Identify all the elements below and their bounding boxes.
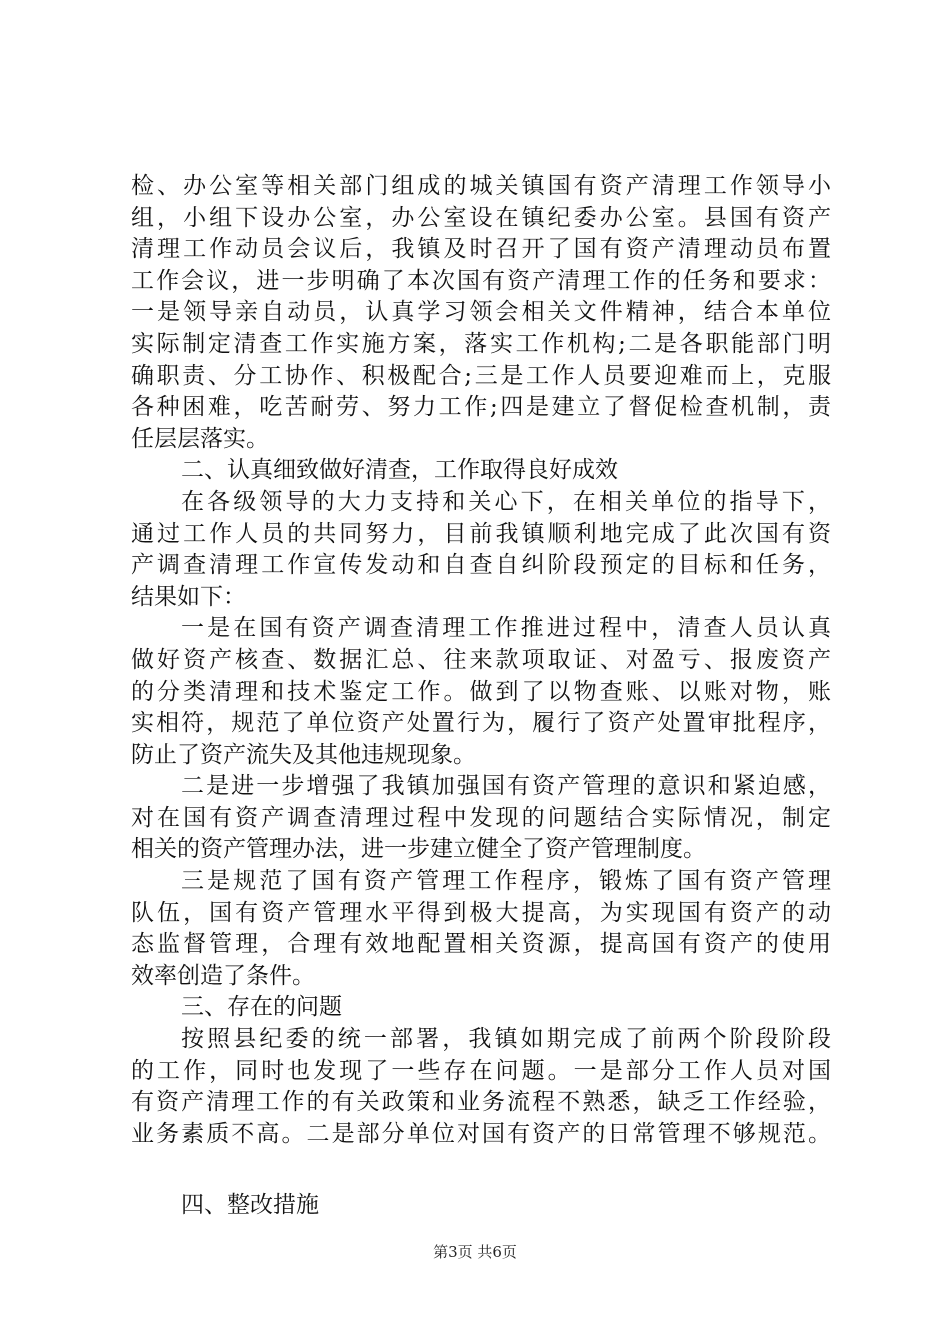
text-line: 一是在国有资产调查清理工作推进过程中，清查人员认真 (181, 615, 831, 642)
text-line: 业务素质不高。二是部分单位对国有资产的日常管理不够规范。 (131, 1120, 831, 1147)
text-line: 结果如下： (131, 583, 246, 610)
text-line: 效率创造了条件。 (131, 962, 315, 989)
text-line: 检、办公室等相关部门组成的城关镇国有资产清理工作领导小 (131, 173, 831, 199)
body-text (131, 171, 831, 1150)
text-line: 确职责、分工协作、积极配合;三是工作人员要迎难而上，克服 (131, 362, 831, 389)
text-line: 相关的资产管理办法，进一步建立健全了资产管理制度。 (131, 836, 706, 863)
text-line: 产调查清理工作宣传发动和自查自纠阶段预定的目标和任务， (131, 552, 831, 579)
text-line: 态监督管理，合理有效地配置相关资源，提高国有资产的使用 (131, 931, 831, 958)
text-line: 各种困难，吃苦耐劳、努力工作;四是建立了督促检查机制，责 (131, 394, 831, 421)
text-line: 实相符，规范了单位资产处置行为，履行了资产处置审批程序， (131, 710, 831, 737)
text-line: 做好资产核查、数据汇总、往来款项取证、对盈亏、报废资产 (131, 646, 831, 673)
text-line: 按照县纪委的统一部署，我镇如期完成了前两个阶段阶段 (181, 1026, 831, 1053)
text-line: 组，小组下设办公室，办公室设在镇纪委办公室。县国有资产 (131, 204, 831, 231)
text-line: 二是进一步增强了我镇加强国有资产管理的意识和紧迫感， (181, 773, 831, 800)
text-line: 任层层落实。 (131, 425, 269, 452)
text-line: 三、存在的问题 (181, 994, 342, 1021)
paragraph-gap (131, 1150, 831, 1190)
text-line: 清理工作动员会议后，我镇及时召开了国有资产清理动员布置 (131, 236, 831, 263)
text-line: 实际制定清查工作实施方案，落实工作机构;二是各职能部门明 (131, 330, 831, 357)
text-line: 通过工作人员的共同努力，目前我镇顺利地完成了此次国有资 (131, 520, 831, 547)
text-line: 的分类清理和技术鉴定工作。做到了以物查账、以账对物，账 (131, 678, 831, 705)
text-line: 对在国有资产调查清理过程中发现的问题结合实际情况，制定 (131, 804, 831, 831)
text-line: 有资产清理工作的有关政策和业务流程不熟悉，缺乏工作经验， (131, 1089, 831, 1116)
text-line: 三是规范了国有资产管理工作程序，锻炼了国有资产管理 (181, 868, 831, 895)
section-heading: 四、整改措施 (181, 1192, 319, 1219)
page-footer: 第3页 共6页 (433, 1243, 517, 1261)
text-line: 在各级领导的大力支持和关心下，在相关单位的指导下， (181, 488, 831, 515)
text-line: 防止了资产流失及其他违规现象。 (131, 741, 476, 768)
text-line: 队伍，国有资产管理水平得到极大提高，为实现国有资产的动 (131, 899, 831, 926)
text-line: 的工作，同时也发现了一些存在问题。一是部分工作人员对国 (131, 1057, 831, 1084)
text-line: 一是领导亲自动员，认真学习领会相关文件精神，结合本单位 (131, 299, 831, 326)
text-line: 二、认真细致做好清查，工作取得良好成效 (181, 457, 618, 484)
document-body (131, 171, 831, 1222)
text-line: 工作会议，进一步明确了本次国有资产清理工作的任务和要求： (131, 267, 831, 294)
